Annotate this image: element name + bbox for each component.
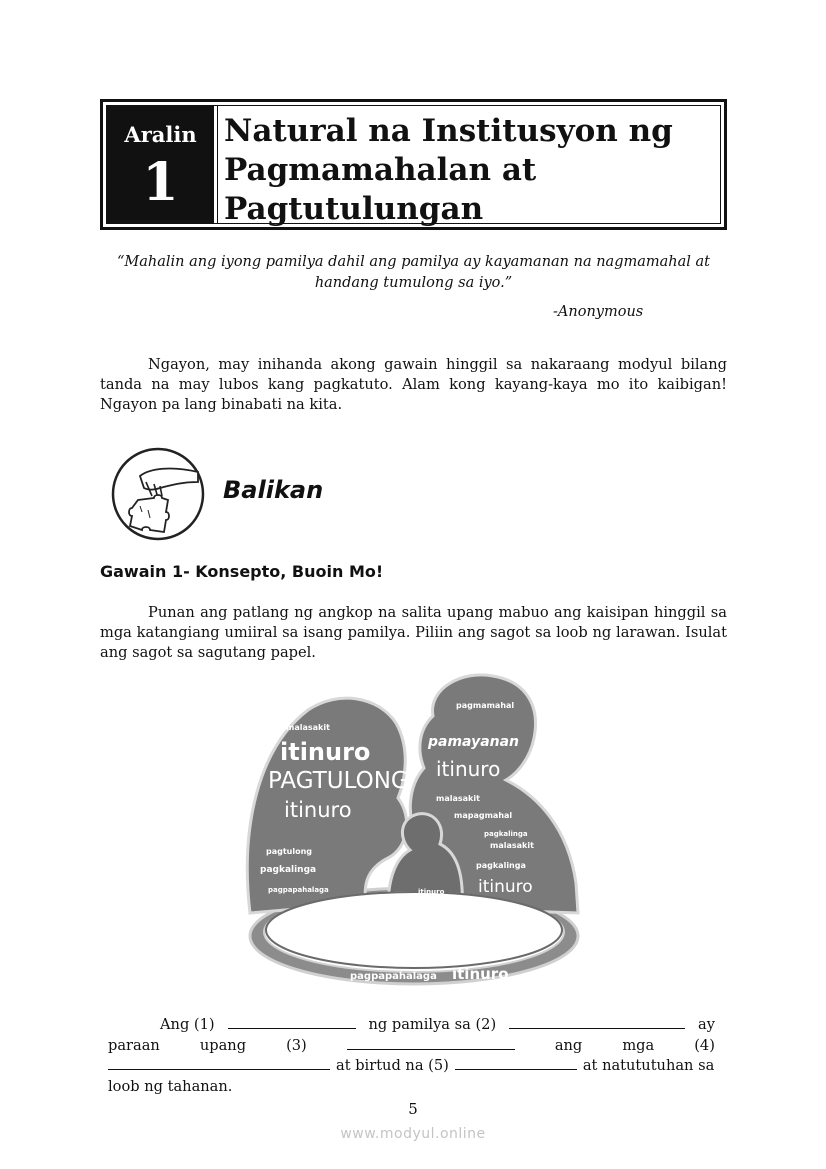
fill-in-line bbox=[108, 1036, 715, 1057]
page-number: 5 bbox=[408, 1100, 418, 1118]
word-cloud-word: malasakit bbox=[286, 723, 330, 732]
word-cloud-word: malasakit bbox=[490, 841, 534, 850]
word-cloud-word: itinuro bbox=[478, 877, 533, 897]
watermark: www.modyul.online bbox=[340, 1126, 486, 1142]
lesson-title-line: Natural na Institusyon ng bbox=[224, 113, 673, 149]
answer-blank-4[interactable] bbox=[108, 1056, 330, 1070]
word-cloud-word: pagkalinga bbox=[476, 861, 526, 870]
intro-paragraph: Ngayon, may inihanda akong gawain hinggil sa nakaraang modyul bilang tanda na may lubos kang pagkatuto. Alam kong kayang-kaya mo ito kaibigan! Ngayon pa lang binabati na kita. bbox=[100, 356, 727, 413]
lesson-title bbox=[217, 106, 720, 227]
fill-in-line bbox=[108, 1056, 715, 1077]
word-cloud-word: pagkalinga bbox=[484, 830, 528, 838]
lesson-number: 1 bbox=[142, 152, 179, 213]
word-cloud-word: pagpapahalaga bbox=[350, 971, 437, 982]
hand-puzzle-icon bbox=[110, 446, 206, 542]
fill-in-paragraph bbox=[108, 1015, 715, 1097]
word-cloud-word: malasakit bbox=[436, 794, 480, 803]
word-cloud-word: pamayanan bbox=[428, 734, 520, 750]
word-cloud-word: itinuro bbox=[436, 757, 501, 781]
fill-text: ng pamilya sa (2) bbox=[368, 1016, 497, 1033]
activity-instructions: Punan ang patlang ng angkop na salita upang mabuo ang kaisipan hinggil sa mga katangiang umiiral sa isang pamilya. Piliin ang sagot sa loob ng larawan. Isulat ang sagot sa sagutang papel. bbox=[100, 604, 727, 661]
fill-text: mga bbox=[622, 1036, 655, 1054]
fill-text: Ang (1) bbox=[160, 1016, 215, 1033]
fill-text: paraan bbox=[108, 1036, 160, 1054]
quote-text: “Mahalin ang iyong pamilya dahil ang pamilya ay kayamanan na nagmamahal at handang tumulong sa iyo.” bbox=[117, 254, 710, 291]
word-cloud-word: itinuro bbox=[418, 888, 445, 896]
fill-text: (3) bbox=[286, 1036, 307, 1054]
answer-blank-5[interactable] bbox=[455, 1056, 577, 1070]
answer-blank-2[interactable] bbox=[509, 1015, 685, 1029]
fill-text: ang bbox=[554, 1036, 583, 1054]
fill-text: at natututuhan sa bbox=[582, 1057, 715, 1074]
answer-blank-1[interactable] bbox=[228, 1015, 356, 1029]
lesson-header-inner bbox=[106, 105, 721, 227]
lesson-label: Aralin bbox=[124, 122, 197, 147]
lesson-number-box bbox=[107, 106, 217, 223]
family-word-cloud-image bbox=[238, 668, 590, 998]
section-title: Balikan bbox=[223, 476, 324, 504]
fill-text: at birtud na (5) bbox=[336, 1057, 449, 1074]
word-cloud-word: itinuro bbox=[284, 798, 352, 822]
fill-text: loob ng tahanan. bbox=[108, 1077, 233, 1095]
word-cloud-word: pagkalinga bbox=[260, 865, 317, 875]
fill-text: upang bbox=[199, 1036, 247, 1054]
fill-text: ay bbox=[698, 1016, 715, 1033]
answer-blank-3[interactable] bbox=[347, 1036, 515, 1050]
word-cloud-word: itinuro bbox=[452, 965, 509, 983]
word-cloud-word: itinuro bbox=[280, 738, 371, 766]
word-cloud-word: pagmamahal bbox=[456, 701, 515, 710]
activity-title: Gawain 1- Konsepto, Buoin Mo! bbox=[100, 562, 384, 581]
word-cloud-word: pagtulong bbox=[266, 847, 313, 856]
word-cloud-word: mapagmahal bbox=[454, 811, 513, 820]
fill-in-line bbox=[108, 1015, 715, 1036]
lesson-title-line: Pagmamahalan at bbox=[224, 152, 537, 188]
fill-text: (4) bbox=[694, 1036, 715, 1054]
word-cloud-word: PAGTULONG bbox=[268, 768, 409, 794]
quote-author: -Anonymous bbox=[553, 304, 644, 320]
word-cloud-word: pagpapahalaga bbox=[268, 886, 329, 894]
lesson-header bbox=[100, 99, 727, 230]
lesson-title-line: Pagtutulungan bbox=[224, 191, 484, 227]
